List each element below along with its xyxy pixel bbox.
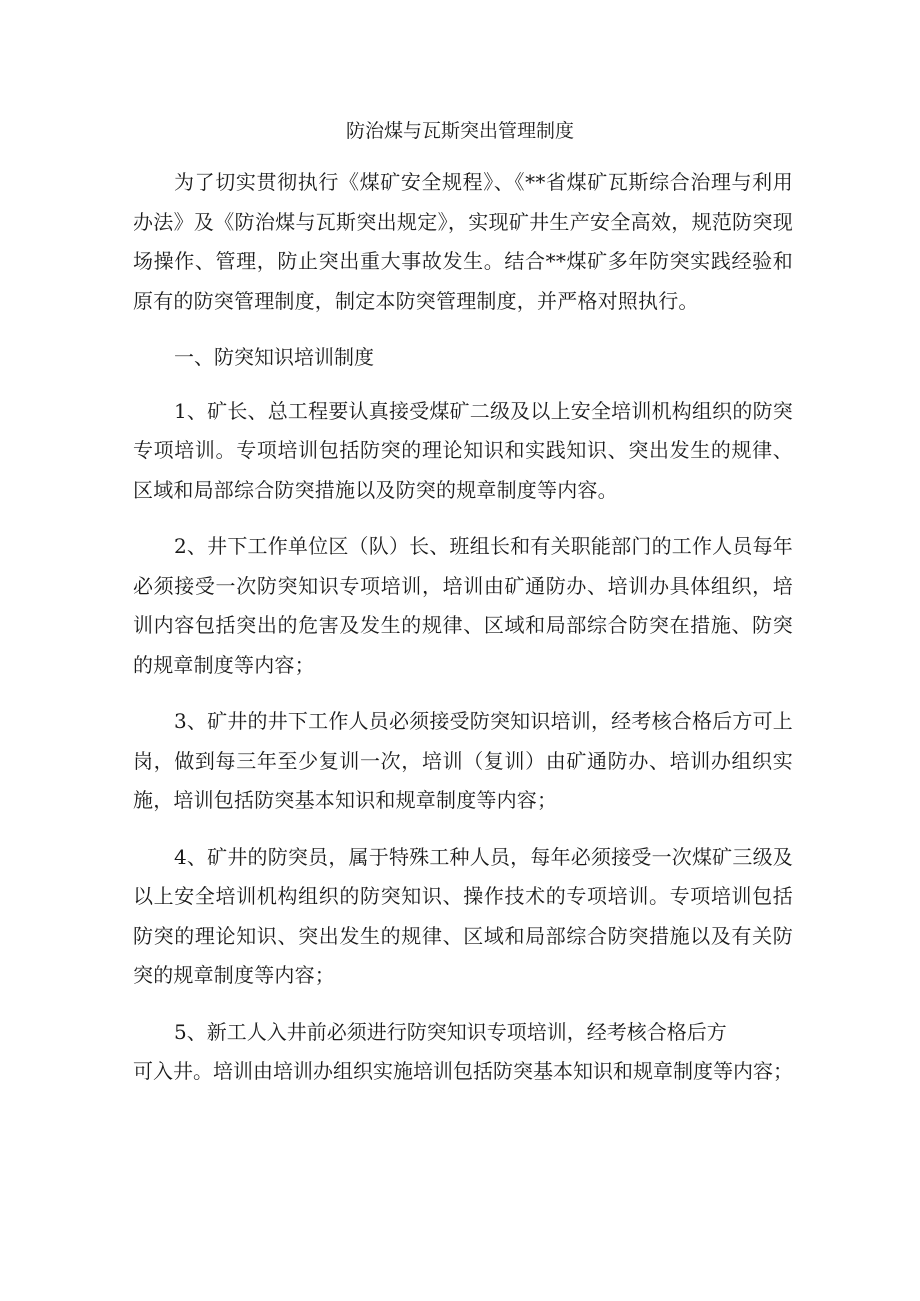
- list-item: 2、井下工作单位区（队）长、班组长和有关职能部门的工作人员每年必须接受一次防突知识专项培训，培训由矿通防办、培训办具体组织，培训内容包括突出的危害及发生的规律、区域和局部综合防突在措施、防突的规章制度等内容；: [133, 534, 793, 677]
- list-item-last-line1: 5、新工人入井前必须进行防突知识专项培训，经考核合格后方: [174, 1019, 727, 1044]
- list-item: 3、矿井的井下工作人员必须接受防突知识培训，经考核合格后方可上岗，做到每三年至少复训一次，培训（复训）由矿通防办、培训办组织实施，培训包括防突基本知识和规章制度等内容；: [133, 709, 793, 812]
- list-item: 4、矿井的防突员，属于特殊工种人员，每年必须接受一次煤矿三级及以上安全培训机构组织的防突知识、操作技术的专项培训。专项培训包括防突的理论知识、突出发生的规律、区域和局部综合防突措施以及有关防突的规章制度等内容；: [133, 844, 793, 987]
- section-heading: 一、防突知识培训制度: [174, 345, 374, 369]
- document-title: 防治煤与瓦斯突出管理制度: [345, 120, 574, 142]
- list-item-last: [133, 1013, 793, 1092]
- list-item-last-line2: 可入井。培训由培训办组织实施培训包括防突基本知识和规章制度等内容；: [133, 1059, 793, 1083]
- intro-paragraph: 为了切实贯彻执行《煤矿安全规程》、《**省煤矿瓦斯综合治理与利用办法》及《防治煤与瓦斯突出规定》，实现矿井生产安全高效，规范防突现场操作、管理，防止突出重大事故发生。结合**煤矿多年防突实践经验和原有的防突管理制度，制定本防突管理制度，并严格对照执行。: [133, 170, 793, 313]
- document-body: [133, 163, 793, 1092]
- list-item: 1、矿长、总工程要认真接受煤矿二级及以上安全培训机构组织的防突专项培训。专项培训包括防突的理论知识和实践知识、突出发生的规律、区域和局部综合防突措施以及防突的规章制度等内容。: [133, 398, 793, 502]
